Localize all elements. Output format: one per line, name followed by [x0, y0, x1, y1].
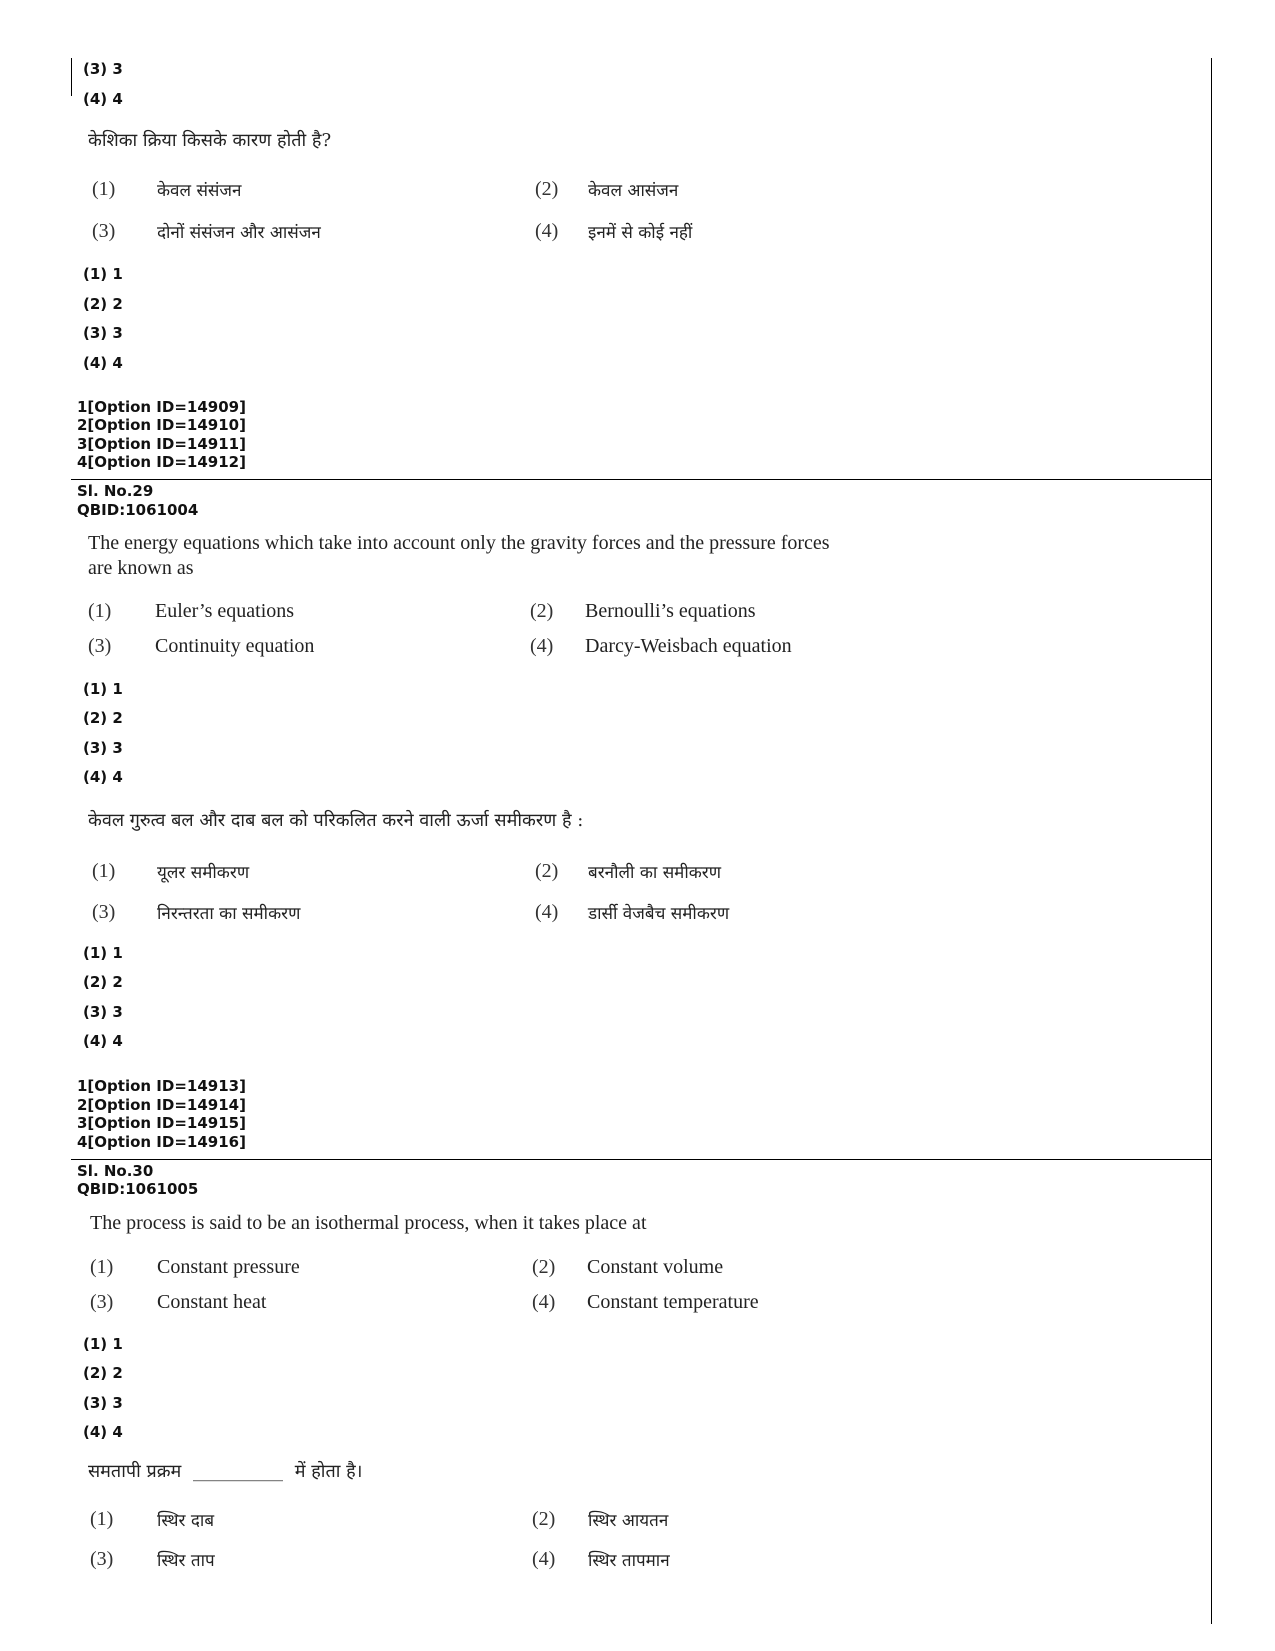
answer-option: (1) 1: [83, 944, 123, 962]
option-text: बरनौली का समीकरण: [588, 863, 722, 883]
answer-option: (3) 3: [83, 60, 123, 78]
option-id: 4[Option ID=14916]: [77, 1133, 246, 1151]
option-number: (1): [90, 1256, 114, 1278]
answer-option: (2) 2: [83, 973, 123, 991]
section-divider: [71, 479, 1212, 480]
answer-option: (2) 2: [83, 709, 123, 727]
option-number: (3): [92, 220, 116, 242]
answer-option: (2) 2: [83, 1364, 123, 1382]
answer-option: (1) 1: [83, 265, 123, 283]
question-text-hindi-post: में होता है।: [294, 1461, 363, 1482]
option-text: निरन्तरता का समीकरण: [157, 904, 301, 924]
answer-option: (1) 1: [83, 680, 123, 698]
option-text: केवल संसंजन: [157, 181, 242, 201]
right-border: [1211, 58, 1212, 1624]
option-text: स्थिर आयतन: [588, 1511, 669, 1531]
option-text: यूलर समीकरण: [157, 863, 250, 883]
option-number: (3): [90, 1548, 114, 1570]
answer-option: (4) 4: [83, 768, 123, 786]
option-number: (4): [535, 220, 559, 242]
option-id: 2[Option ID=14910]: [77, 416, 246, 434]
option-text: Constant heat: [157, 1291, 267, 1313]
question-text-hindi: केशिका क्रिया किसके कारण होती है?: [88, 130, 332, 151]
question-text: The energy equations which take into account only the gravity forces and the pressure forces: [88, 532, 830, 554]
option-text: Constant temperature: [587, 1291, 759, 1313]
option-number: (4): [535, 901, 559, 923]
option-id: 1[Option ID=14909]: [77, 398, 246, 416]
left-border: [71, 58, 72, 96]
option-number: (2): [530, 600, 554, 622]
answer-option: (4) 4: [83, 90, 123, 108]
option-number: (3): [90, 1291, 114, 1313]
section-divider: [71, 1159, 1212, 1160]
option-number: (3): [88, 635, 112, 657]
answer-option: (4) 4: [83, 1423, 123, 1441]
option-number: (4): [532, 1548, 556, 1570]
option-id: 4[Option ID=14912]: [77, 453, 246, 471]
answer-option: (3) 3: [83, 1003, 123, 1021]
option-id: 2[Option ID=14914]: [77, 1096, 246, 1114]
option-text: केवल आसंजन: [588, 181, 679, 201]
option-number: (2): [535, 178, 559, 200]
option-number: (4): [532, 1291, 556, 1313]
serial-number: Sl. No.30: [77, 1162, 154, 1180]
option-id: 3[Option ID=14911]: [77, 435, 246, 453]
option-text: डार्सी वेजबैच समीकरण: [588, 904, 730, 924]
option-text: Constant volume: [587, 1256, 724, 1278]
option-text: स्थिर ताप: [157, 1551, 215, 1571]
option-text: Darcy-Weisbach equation: [585, 635, 792, 657]
option-number: (2): [532, 1508, 556, 1530]
question-text-hindi: केवल गुरुत्व बल और दाब बल को परिकलित करने वाली ऊर्जा समीकरण है :: [88, 810, 584, 831]
answer-option: (3) 3: [83, 324, 123, 342]
answer-option: (2) 2: [83, 295, 123, 313]
option-number: (2): [535, 860, 559, 882]
option-text: Euler’s equations: [155, 600, 295, 622]
option-text: Constant pressure: [157, 1256, 300, 1278]
option-text: दोनों संसंजन और आसंजन: [157, 223, 321, 243]
option-number: (3): [92, 901, 116, 923]
option-text: Continuity equation: [155, 635, 315, 657]
option-text: स्थिर तापमान: [588, 1551, 670, 1571]
option-text: Bernoulli’s equations: [585, 600, 756, 622]
qbid: QBID:1061004: [77, 501, 199, 519]
question-text: are known as: [88, 557, 194, 579]
option-number: (1): [92, 860, 116, 882]
option-id: 1[Option ID=14913]: [77, 1077, 246, 1095]
option-number: (4): [530, 635, 554, 657]
question-text: The process is said to be an isothermal process, when it takes place at: [90, 1212, 647, 1234]
qbid: QBID:1061005: [77, 1180, 199, 1198]
answer-option: (1) 1: [83, 1335, 123, 1353]
option-number: (1): [88, 600, 112, 622]
answer-option: (4) 4: [83, 354, 123, 372]
option-number: (2): [532, 1256, 556, 1278]
answer-option: (4) 4: [83, 1032, 123, 1050]
question-text-hindi-pre: समतापी प्रक्रम: [88, 1461, 182, 1482]
answer-option: (3) 3: [83, 739, 123, 757]
option-text: स्थिर दाब: [157, 1511, 215, 1531]
option-number: (1): [92, 178, 116, 200]
serial-number: Sl. No.29: [77, 482, 154, 500]
answer-option: (3) 3: [83, 1394, 123, 1412]
option-id: 3[Option ID=14915]: [77, 1114, 246, 1132]
option-number: (1): [90, 1508, 114, 1530]
question-text-hindi: [88, 1459, 363, 1483]
option-text: इनमें से कोई नहीं: [588, 223, 693, 243]
fill-blank: __________: [193, 1461, 284, 1482]
